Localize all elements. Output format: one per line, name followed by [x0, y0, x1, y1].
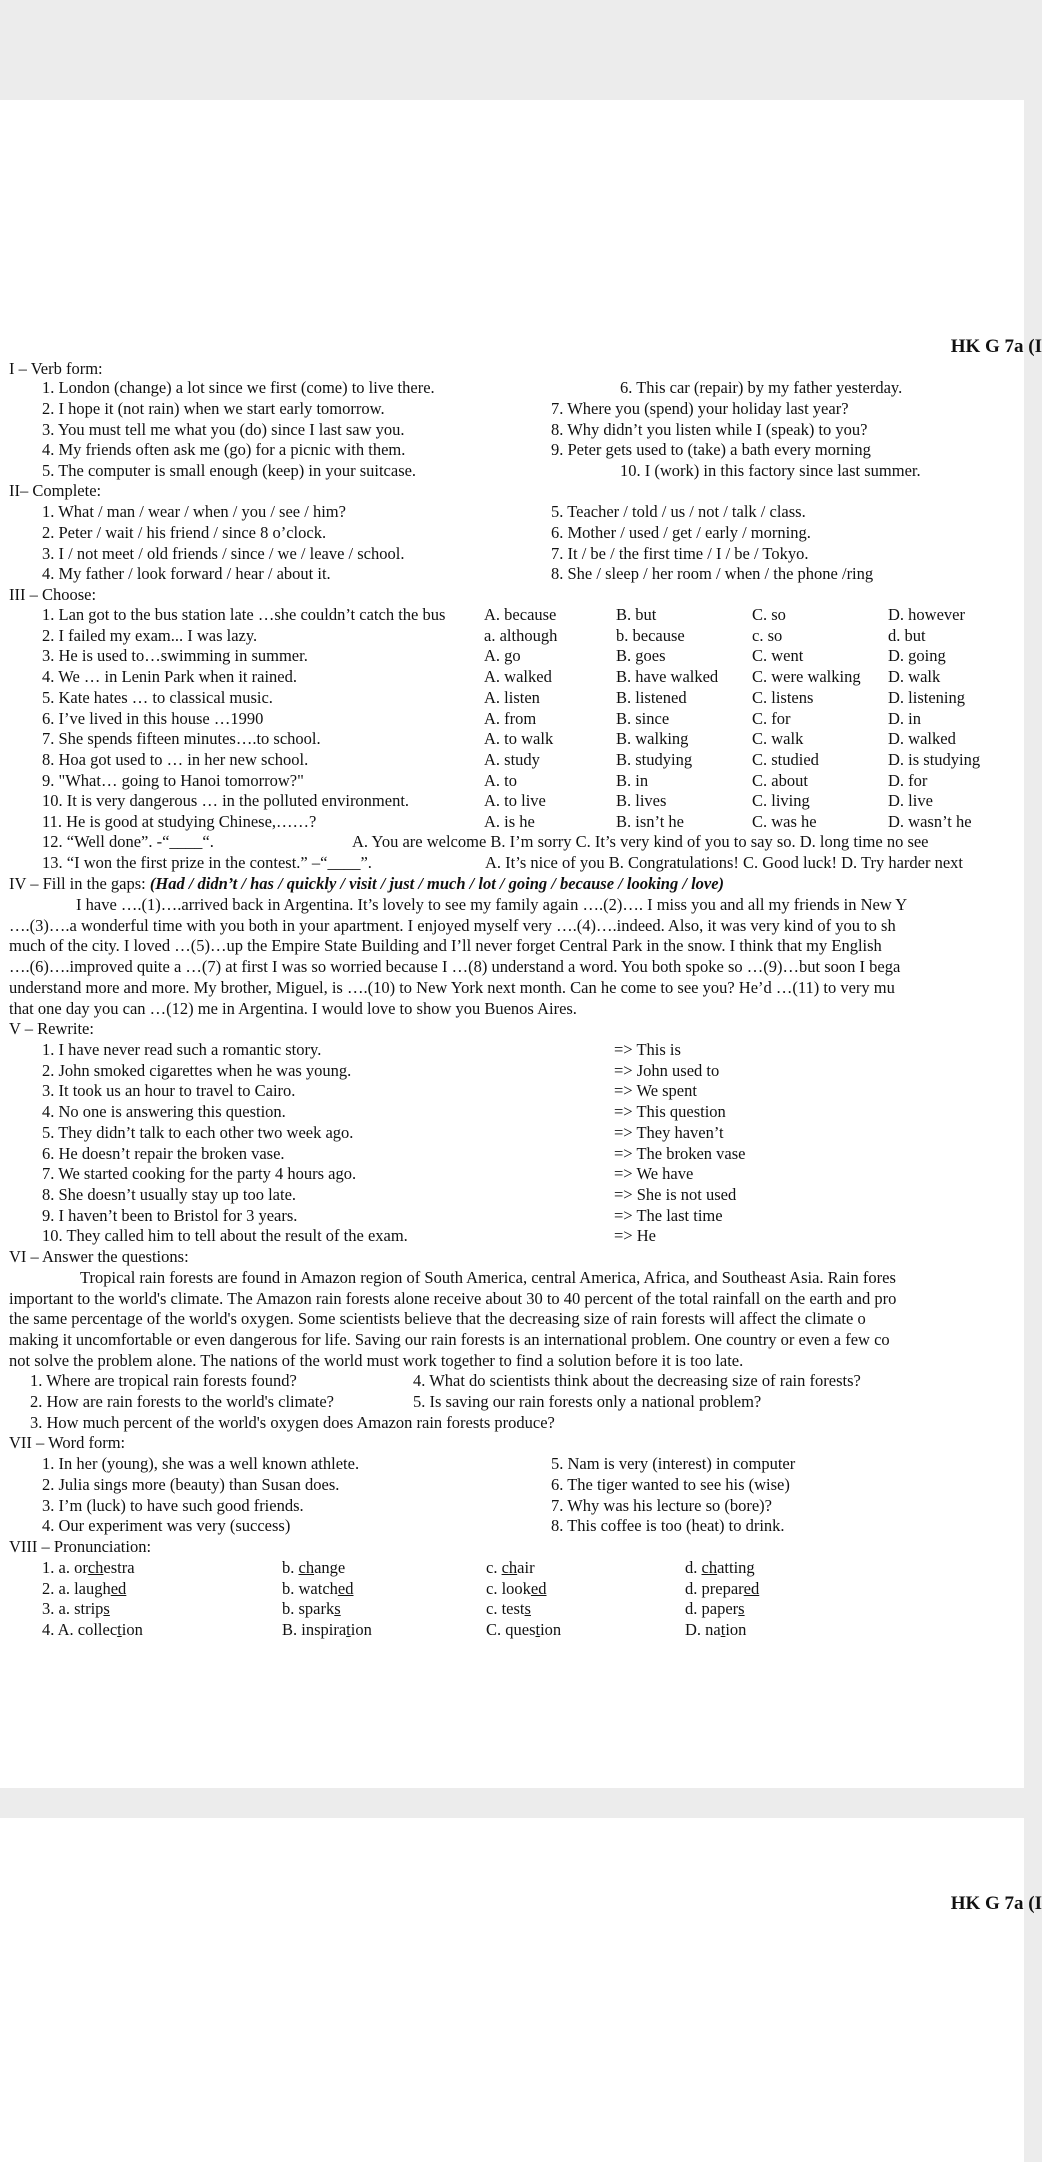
- question-line: 5. Is saving our rain forests only a national problem?: [413, 1392, 762, 1411]
- word-part: 3. a. strip: [42, 1599, 104, 1619]
- word-part: b. spark: [282, 1599, 335, 1619]
- question-text: 3. He is used to…swimming in summer.: [42, 646, 308, 666]
- option-d: D. is studying: [888, 749, 981, 769]
- pronunciation-option: [42, 1578, 127, 1598]
- underlined-sound: t: [720, 1620, 726, 1640]
- document-page-2: [0, 1818, 1042, 2162]
- paragraph-line: ….(6)….improved quite a …(7) at first I was so worried because I …(8) understand a word. You both spoke so …(9)…but soon I bega: [9, 957, 901, 976]
- word-bank: (Had / didn’t / has / quickly / visit / just / much / lot / going / because / looking / love): [149, 874, 725, 893]
- option-a: A. go: [484, 646, 521, 666]
- word-part: ange: [314, 1558, 346, 1577]
- reading-passage-line: the same percentage of the world's oxygen. Some scientists believe that the decreasing size of rain forests will affect the climate o: [9, 1309, 866, 1328]
- question-text: 4. We … in Lenin Park when it rained.: [42, 667, 297, 687]
- word-part: c. test: [486, 1599, 525, 1619]
- rewrite-prompt: => The last time: [614, 1205, 723, 1225]
- section-title: V – Rewrite:: [9, 1019, 94, 1038]
- rewrite-prompt: => This is: [614, 1040, 681, 1059]
- word-part: 4. A. collec: [42, 1620, 118, 1640]
- word-part: B. inspira: [282, 1620, 347, 1640]
- option-a: A. because: [484, 605, 557, 624]
- exercise-line: 7. Where you (spend) your holiday last year?: [551, 399, 849, 418]
- option-a: A. walked: [484, 667, 552, 687]
- underlined-sound: s: [334, 1599, 341, 1619]
- word-part: D. na: [685, 1620, 721, 1640]
- reading-passage-line: important to the world's climate. The Amazon rain forests alone receive about 30 to 40 percent of the total rainfall on the earth and pro: [9, 1289, 897, 1308]
- document-page-1: [0, 100, 1042, 1788]
- page-header: HK G 7a (I: [950, 336, 1042, 357]
- option-c: C. walk: [752, 729, 804, 749]
- option-c: C. listens: [752, 687, 814, 707]
- pronunciation-option: [42, 1601, 110, 1618]
- section-title: I – Verb form:: [9, 359, 103, 378]
- option-b: B. isn’t he: [616, 812, 684, 831]
- exercise-line: 1. London (change) a lot since we first (come) to live there.: [42, 378, 435, 397]
- pronunciation-option: [685, 1622, 746, 1639]
- question-text: 6. I’ve lived in this house …1990: [42, 708, 264, 728]
- pronunciation-option: [282, 1578, 354, 1598]
- question-line: 3. How much percent of the world's oxygen does Amazon rain forests produce?: [30, 1413, 555, 1432]
- word-part: 1. a. or: [42, 1558, 88, 1577]
- word-part: c. look: [486, 1578, 531, 1598]
- paragraph-line: I have ….(1)….arrived back in Argentina. It’s lovely to see my family again ….(2)…. I miss you and all my friends in New Y: [76, 895, 908, 914]
- option-b: B. goes: [616, 646, 666, 666]
- rewrite-prompt: => John used to: [614, 1060, 720, 1080]
- question-text: 9. "What… going to Hanoi tomorrow?": [42, 770, 304, 790]
- pronunciation-option: [42, 1560, 135, 1577]
- option-b: B. in: [616, 770, 649, 790]
- option-b: B. listened: [616, 687, 687, 707]
- option-b: b. because: [616, 625, 685, 645]
- rewrite-prompt: => He: [614, 1226, 656, 1246]
- underlined-sound: ed: [743, 1578, 760, 1598]
- pronunciation-option: [282, 1622, 372, 1639]
- question-text: 11. He is good at studying Chinese,……?: [42, 812, 317, 831]
- exercise-line: 3. I’m (luck) to have such good friends.: [42, 1496, 304, 1515]
- option-a: A. is he: [484, 812, 535, 831]
- option-a: A. to walk: [484, 729, 554, 749]
- exercise-line: 5. Teacher / told / us / not / talk / class.: [551, 502, 806, 521]
- option-d: D. live: [888, 791, 933, 811]
- exercise-line: 1. In her (young), she was a well known athlete.: [42, 1454, 360, 1473]
- question-text: 5. Kate hates … to classical music.: [42, 687, 273, 707]
- option-d: D. walk: [888, 667, 941, 687]
- reading-passage-line: not solve the problem alone. The nations of the world must work together to find a solution before it is too late.: [9, 1351, 744, 1370]
- word-part: C. ques: [486, 1620, 536, 1640]
- underlined-sound: ch: [701, 1558, 718, 1577]
- pronunciation-option: [282, 1601, 341, 1618]
- question-text: 8. Hoa got used to … in her new school.: [42, 749, 309, 769]
- pronunciation-option: [486, 1560, 535, 1577]
- option-b: B. studying: [616, 749, 693, 769]
- option-d: D. for: [888, 770, 928, 790]
- option-c: C. for: [752, 708, 791, 728]
- rewrite-sentence: 8. She doesn’t usually stay up too late.: [42, 1184, 297, 1204]
- exercise-line: 2. Peter / wait / his friend / since 8 o’clock.: [42, 523, 327, 542]
- exercise-line: 10. I (work) in this factory since last summer.: [620, 461, 921, 480]
- question-line: 2. How are rain forests to the world's climate?: [30, 1392, 335, 1411]
- option-d: D. wasn’t he: [888, 812, 972, 831]
- option-a: A. from: [484, 708, 537, 728]
- section-title: VIII – Pronunciation:: [9, 1537, 152, 1556]
- option-c: C. about: [752, 770, 808, 790]
- page-header: HK G 7a (I: [950, 1893, 1042, 1914]
- question-text: 2. I failed my exam... I was lazy.: [42, 625, 258, 645]
- option-b: B. lives: [616, 791, 667, 811]
- option-a: A. to: [484, 770, 517, 790]
- exercise-line: 4. Our experiment was very (success): [42, 1516, 291, 1535]
- underlined-sound: ed: [337, 1578, 354, 1598]
- exercise-line: 7. Why was his lecture so (bore)?: [551, 1496, 773, 1515]
- section-title: VI – Answer the questions:: [9, 1247, 189, 1266]
- question-line: 1. Where are tropical rain forests found?: [30, 1371, 297, 1390]
- exercise-line: 8. This coffee is too (heat) to drink.: [551, 1516, 785, 1535]
- option-c: C. were walking: [752, 667, 861, 687]
- word-part: c.: [486, 1558, 502, 1577]
- word-part: d. prepar: [685, 1578, 744, 1598]
- answer-options: A. You are welcome B. I’m sorry C. It’s very kind of you to say so. D. long time no see: [352, 832, 929, 851]
- option-c: C. was he: [752, 812, 817, 831]
- rewrite-sentence: 2. John smoked cigarettes when he was young.: [42, 1060, 352, 1080]
- option-c: C. living: [752, 791, 810, 811]
- word-part: estra: [103, 1558, 135, 1577]
- word-part: 2. a. laugh: [42, 1578, 111, 1598]
- paragraph-line: ….(3)….a wonderful time with you both in your apartment. I enjoyed myself very ….(4)….indeed. Also, it was very kind of you to sh: [9, 916, 896, 935]
- option-d: D. listening: [888, 687, 965, 707]
- exercise-line: 1. What / man / wear / when / you / see / him?: [42, 502, 346, 521]
- underlined-sound: s: [103, 1599, 110, 1619]
- exercise-line: 5. The computer is small enough (keep) in your suitcase.: [42, 461, 417, 480]
- option-c: C. went: [752, 646, 804, 666]
- option-a: A. listen: [484, 687, 540, 707]
- pronunciation-option: [486, 1622, 561, 1639]
- underlined-sound: t: [117, 1620, 122, 1640]
- word-part: d. paper: [685, 1599, 739, 1619]
- exercise-line: 6. This car (repair) by my father yesterday.: [620, 378, 903, 397]
- question-text: 10. It is very dangerous … in the polluted environment.: [42, 791, 410, 811]
- exercise-line: 4. My friends often ask me (go) for a picnic with them.: [42, 440, 406, 459]
- exercise-line: 2. Julia sings more (beauty) than Susan does.: [42, 1475, 340, 1494]
- question-text: 1. Lan got to the bus station late …she couldn’t catch the bus: [42, 605, 446, 624]
- underlined-sound: ed: [530, 1578, 547, 1598]
- exercise-line: 5. Nam is very (interest) in computer: [551, 1454, 796, 1473]
- word-part: b. watch: [282, 1578, 338, 1598]
- option-b: B. since: [616, 708, 670, 728]
- pronunciation-option: [685, 1601, 745, 1618]
- exercise-line: 2. I hope it (not rain) when we start early tomorrow.: [42, 399, 385, 418]
- word-part: ion: [350, 1620, 372, 1640]
- section-title: II– Complete:: [9, 481, 102, 500]
- answer-options: A. It’s nice of you B. Congratulations! C. Good luck! D. Try harder next: [485, 853, 963, 872]
- reading-passage-line: Tropical rain forests are found in Amazon region of South America, central America, Africa, and Southeast Asia. Rain fores: [80, 1268, 896, 1287]
- rewrite-prompt: => She is not used: [614, 1184, 737, 1204]
- option-b: B. have walked: [616, 667, 719, 687]
- option-b: B. but: [616, 605, 657, 624]
- word-part: b.: [282, 1558, 299, 1577]
- option-a: A. study: [484, 749, 540, 769]
- underlined-sound: ed: [110, 1578, 127, 1598]
- rewrite-sentence: 7. We started cooking for the party 4 hours ago.: [42, 1164, 357, 1184]
- exercise-line: 9. Peter gets used to (take) a bath every morning: [551, 440, 871, 459]
- exercise-line: 6. Mother / used / get / early / morning.: [551, 523, 811, 542]
- underlined-sound: ch: [87, 1558, 104, 1577]
- exercise-line: 6. The tiger wanted to see his (wise): [551, 1475, 790, 1494]
- option-c: C. studied: [752, 749, 819, 769]
- pronunciation-option: [685, 1578, 760, 1598]
- rewrite-prompt: => They haven’t: [614, 1122, 724, 1142]
- rewrite-sentence: 6. He doesn’t repair the broken vase.: [42, 1143, 285, 1163]
- rewrite-sentence: 3. It took us an hour to travel to Cairo.: [42, 1081, 296, 1101]
- option-d: D. going: [888, 646, 946, 666]
- underlined-sound: s: [738, 1599, 745, 1619]
- paragraph-line: much of the city. I loved …(5)…up the Empire State Building and I’ll never forget Central Park in the snow. I think that my English: [9, 936, 882, 955]
- option-c: c. so: [752, 625, 783, 645]
- section-title: IV – Fill in the gaps:: [9, 874, 146, 893]
- word-part: air: [517, 1558, 535, 1577]
- option-b: B. walking: [616, 729, 689, 749]
- question-line: 4. What do scientists think about the decreasing size of rain forests?: [413, 1371, 861, 1390]
- rewrite-sentence: 4. No one is answering this question.: [42, 1102, 286, 1122]
- underlined-sound: s: [524, 1599, 531, 1619]
- question-text: 12. “Well done”. -“____“.: [42, 832, 214, 851]
- word-part: ion: [121, 1620, 143, 1640]
- section-title: III – Choose:: [9, 585, 97, 604]
- exercise-line: 3. You must tell me what you (do) since I last saw you.: [42, 420, 405, 439]
- rewrite-sentence: 1. I have never read such a romantic story.: [42, 1040, 322, 1059]
- exercise-line: 8. She / sleep / her room / when / the phone /ring: [551, 564, 874, 583]
- question-text: 13. “I won the first prize in the contest.” –“____”.: [42, 853, 372, 872]
- option-a: A. to live: [484, 791, 546, 811]
- rewrite-prompt: => We spent: [614, 1081, 697, 1101]
- pronunciation-option: [486, 1578, 547, 1598]
- option-d: D. walked: [888, 729, 956, 749]
- pronunciation-option: [282, 1560, 345, 1577]
- exercise-line: 3. I / not meet / old friends / since / we / leave / school.: [42, 544, 405, 563]
- underlined-sound: ch: [501, 1558, 518, 1577]
- paragraph-line: understand more and more. My brother, Miguel, is ….(10) to New York next month. Can he come to see you? He’d …(11) to very mu: [9, 978, 895, 997]
- question-text: 7. She spends fifteen minutes….to school.: [42, 729, 321, 749]
- rewrite-prompt: => This question: [614, 1102, 726, 1122]
- option-a: a. although: [484, 625, 558, 645]
- option-d: D. in: [888, 708, 921, 728]
- underlined-sound: t: [535, 1620, 541, 1640]
- pronunciation-option: [486, 1601, 531, 1618]
- underlined-sound: t: [346, 1620, 351, 1640]
- option-c: C. so: [752, 605, 786, 624]
- rewrite-prompt: => We have: [614, 1164, 694, 1184]
- paragraph-line: that one day you can …(12) me in Argentina. I would love to show you Buenos Aires.: [9, 999, 577, 1018]
- pronunciation-option: [42, 1622, 143, 1639]
- option-d: d. but: [888, 625, 926, 645]
- exercise-line: 8. Why didn’t you listen while I (speak) to you?: [551, 420, 868, 439]
- option-d: D. however: [888, 605, 965, 624]
- word-part: ion: [725, 1620, 747, 1640]
- word-part: atting: [717, 1558, 755, 1577]
- word-part: ion: [540, 1620, 562, 1640]
- rewrite-sentence: 9. I haven’t been to Bristol for 3 years.: [42, 1205, 298, 1225]
- rewrite-prompt: => The broken vase: [614, 1143, 746, 1163]
- exercise-line: 7. It / be / the first time / I / be / Tokyo.: [551, 544, 809, 563]
- underlined-sound: ch: [298, 1558, 315, 1577]
- rewrite-sentence: 5. They didn’t talk to each other two week ago.: [42, 1122, 354, 1142]
- pronunciation-option: [685, 1560, 755, 1577]
- exercise-line: 4. My father / look forward / hear / about it.: [42, 564, 331, 583]
- section-title-fill-gaps: [9, 876, 724, 893]
- rewrite-sentence: 10. They called him to tell about the result of the exam.: [42, 1226, 408, 1246]
- reading-passage-line: making it uncomfortable or even dangerous for life. Saving our rain forests is an international problem. One country or even a few co: [9, 1330, 890, 1349]
- word-part: d.: [685, 1558, 702, 1577]
- section-title: VII – Word form:: [9, 1433, 126, 1452]
